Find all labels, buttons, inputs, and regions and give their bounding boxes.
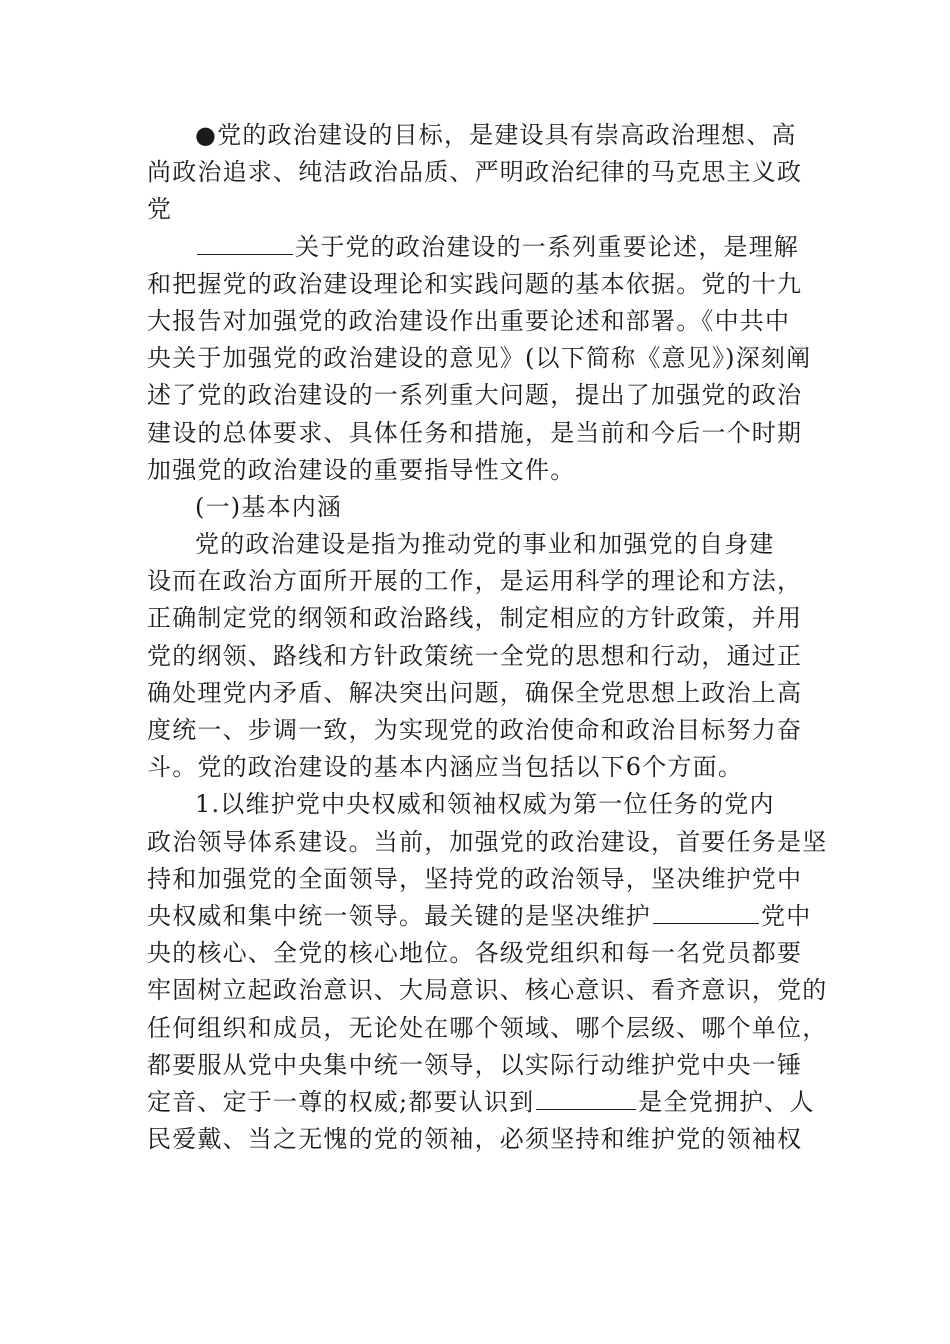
paragraph-line: 斗。党的政治建设的基本内涵应当包括以下6个方面。: [147, 753, 744, 782]
paragraph-line: 大报告对加强党的政治建设作出重要论述和部署。《中共中: [147, 306, 791, 335]
paragraph-line: 党的政治建设是指为推动党的事业和加强党的自身建: [195, 530, 775, 559]
paragraph-line: 正确制定党的纲领和政治路线，制定相应的方针政策，并用: [147, 604, 803, 633]
paragraph-line: 党的纲领、路线和方针政策统一全党的思想和行动，通过正: [147, 641, 803, 670]
heading-line: ●党的政治建设的目标，是建设具有崇高政治理想、高: [195, 121, 797, 149]
paragraph-line: 建设的总体要求、具体任务和措施，是当前和今后一个时期: [147, 418, 803, 447]
paragraph-line: 央关于加强党的政治建设的意见》(以下简称《意见》)深刻阐: [147, 344, 812, 373]
paragraph-line: 持和加强党的全面领导，坚持党的政治领导，坚决维护党中: [147, 864, 803, 893]
paragraph-line: 任何组织和成员，无论处在哪个领域、哪个层级、哪个单位，: [147, 1013, 828, 1042]
document-body: [147, 117, 828, 1158]
fill-in-blank: [197, 236, 293, 255]
paragraph-line: 政治领导体系建设。当前，加强党的政治建设，首要任务是坚: [147, 827, 828, 856]
paragraph-line: 都要服从党中央集中统一领导，以实际行动维护党中央一锤: [147, 1050, 803, 1079]
paragraph-text: 是全党拥护、人: [638, 1087, 815, 1116]
paragraph-line: [147, 229, 807, 266]
paragraph-line: 央的核心、全党的核心地位。各级党组织和每一名党员都要: [147, 939, 803, 968]
paragraph-line: 述了党的政治建设的一系列重大问题，提出了加强党的政治: [147, 381, 803, 410]
paragraph-text: 党中: [761, 901, 812, 930]
paragraph-line: 和把握党的政治建设理论和实践问题的基本依据。党的十九: [147, 269, 803, 298]
paragraph-text: 关于党的政治建设的一系列重要论述，是理解: [295, 232, 799, 261]
paragraph-line: 1.以维护党中央权威和领袖权威为第一位任务的党内: [195, 790, 775, 819]
fill-in-blank: [536, 1091, 636, 1110]
section-heading: (一)基本内涵: [195, 492, 343, 521]
paragraph-line: 牢固树立起政治意识、大局意识、核心意识、看齐意识，党的: [147, 976, 828, 1005]
paragraph-line: [147, 1084, 815, 1121]
paragraph-line: [147, 898, 812, 935]
paragraph-line: 设而在政治方面所开展的工作，是运用科学的理论和方法，: [147, 567, 803, 596]
paragraph-text: 央权威和集中统一领导。最关键的是坚决维护: [147, 901, 651, 930]
heading-line: 党: [147, 195, 173, 224]
paragraph-line: 民爱戴、当之无愧的党的领袖，必须坚持和维护党的领袖权: [147, 1125, 803, 1154]
paragraph-line: 加强党的政治建设的重要指导性文件。: [147, 455, 576, 484]
heading-line: 尚政治追求、纯洁政治品质、严明政治纪律的马克思主义政: [147, 158, 803, 187]
paragraph-line: 度统一、步调一致，为实现党的政治使命和政治目标努力奋: [147, 716, 803, 744]
fill-in-blank: [653, 905, 759, 924]
paragraph-text: 定音、定于一尊的权威;都要认识到: [147, 1087, 535, 1116]
paragraph-line: 确处理党内矛盾、解决突出问题，确保全党思想上政治上高: [147, 678, 803, 707]
